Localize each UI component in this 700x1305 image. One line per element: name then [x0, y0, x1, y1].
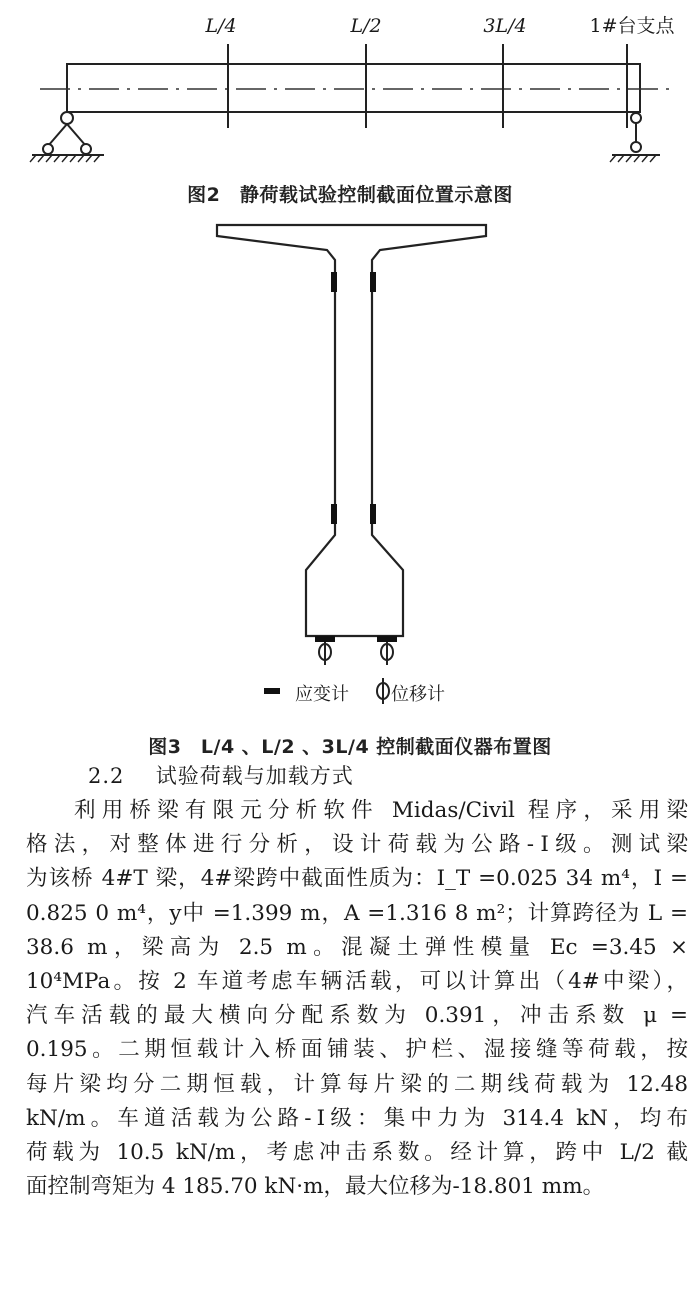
legend-displacement-meter-icon — [377, 678, 389, 704]
label-mid-span: L/2 — [350, 15, 382, 37]
section-title: 试验荷载与加载方式 — [155, 764, 354, 788]
strain-gauge — [331, 504, 337, 524]
t-beam-outline — [217, 225, 486, 636]
paragraph-line: 面控制弯矩为 4 185.70 kN·m，最大位移为-18.801 mm。 — [26, 1174, 605, 1200]
section-heading — [88, 760, 354, 790]
roller-support-right — [612, 113, 660, 155]
legend-strain-label: 应变计 — [295, 684, 349, 705]
paragraph-line: kN/m。车道活载为公路-Ⅰ级：集中力为 314.4 kN，均布 — [26, 1105, 688, 1131]
paragraph-line: 荷载为 10.5 kN/m，考虑冲击系数。经计算，跨中 L/2 截 — [26, 1139, 688, 1165]
figure-3-caption: 图3 L/4 、L/2 、3L/4 控制截面仪器布置图 — [148, 736, 552, 758]
figure-2-caption: 图2 静荷载试验控制截面位置示意图 — [187, 184, 513, 206]
body-paragraph — [26, 794, 688, 1204]
section-number: 2.2 — [88, 764, 125, 788]
paragraph-line: 利用桥梁有限元分析软件 Midas/Civil 程序，采用梁 — [74, 798, 688, 823]
figure-2-beam-diagram — [0, 0, 700, 170]
paragraph-line: 每片梁均分二期恒载，计算每片梁的二期线荷载为 12.48 — [26, 1071, 688, 1097]
strain-gauge — [370, 272, 376, 292]
figure-3-cross-section — [0, 220, 700, 680]
beam-outline — [67, 64, 640, 112]
paragraph-line: 38.6 m，梁高为 2.5 m。混凝土弹性模量 Ec =3.45 × — [26, 934, 688, 960]
legend-displacement-label: 位移计 — [391, 684, 445, 705]
paragraph-line: 为该桥 4#T 梁，4#梁跨中截面性质为：I_T =0.025 34 m⁴，I = — [26, 866, 688, 892]
strain-gauge — [377, 636, 397, 642]
strain-gauge — [331, 272, 337, 292]
paragraph-line: 10⁴MPa。按 2 车道考虑车辆活载，可以计算出（4#中梁）， — [26, 968, 688, 994]
strain-gauge — [370, 504, 376, 524]
paragraph-line: 格法，对整体进行分析，设计荷载为公路-Ⅰ级。测试梁 — [26, 832, 688, 858]
label-support: 1#台支点 — [589, 15, 675, 37]
legend-strain-gauge-icon — [264, 688, 280, 694]
paragraph-line: 汽车活载的最大横向分配系数为 0.391，冲击系数 μ = — [26, 1003, 688, 1029]
label-three-quarter-span: 3L/4 — [483, 15, 527, 37]
paragraph-line: 0.825 0 m⁴，y中 =1.399 m，A =1.316 8 m²；计算跨径为 L = — [26, 900, 688, 926]
displacement-meter — [319, 642, 331, 665]
strain-gauge — [315, 636, 335, 642]
label-quarter-span: L/4 — [205, 15, 237, 37]
displacement-meter — [381, 642, 393, 665]
paragraph-line: 0.195。二期恒载计入桥面铺装、护栏、湿接缝等荷载，按 — [26, 1037, 688, 1063]
pin-support-left — [32, 112, 104, 155]
